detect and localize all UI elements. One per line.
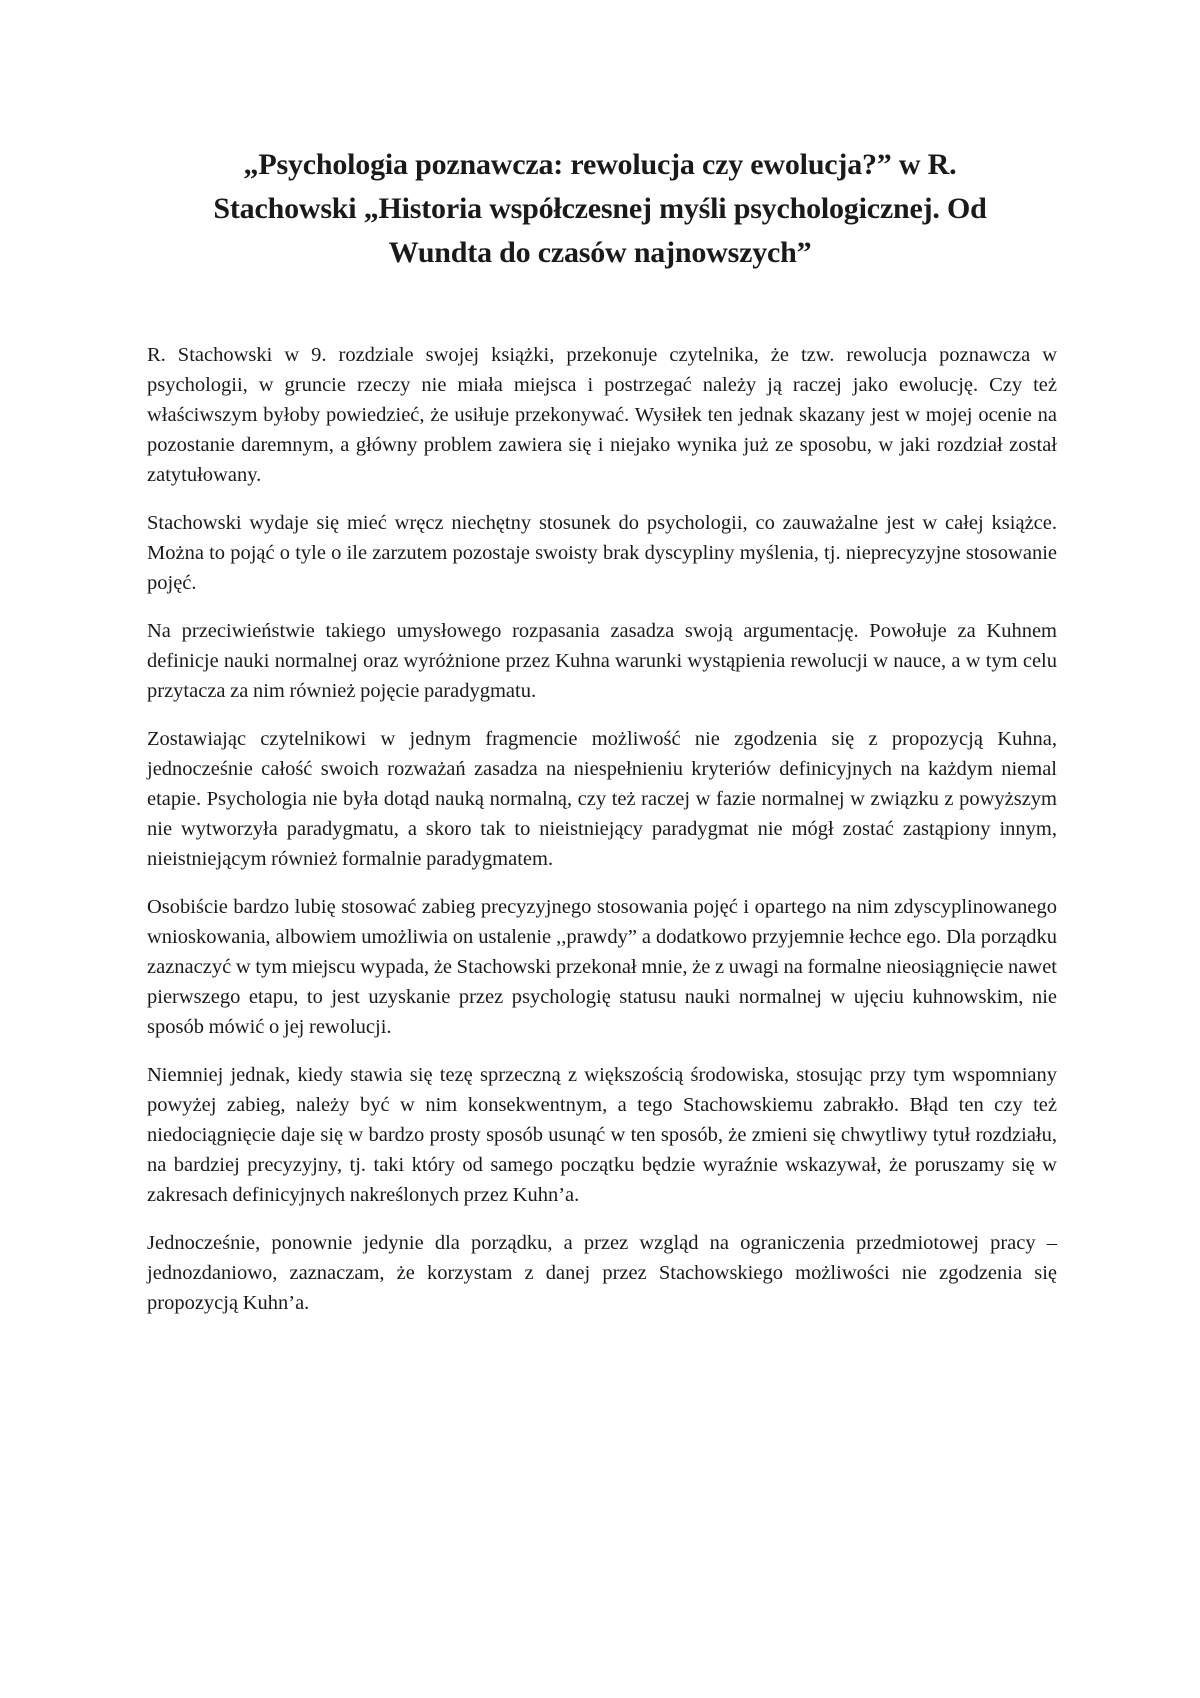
title-line-3: Wundta do czasów najnowszych” [388,236,812,269]
document-body [147,340,1057,1336]
paragraph-7: Jednocześnie, ponownie jedynie dla porządku, a przez wzgląd na ograniczenia przedmiotowej pracy – jednozdaniowo, zaznaczam, że korzystam z danej przez Stachowskiego możliwości nie zgodzenia się propozycją Kuhn’a. [147,1232,1057,1314]
title-line-1: „Psychologia poznawcza: rewolucja czy ewolucja?” w R. [243,148,957,181]
paragraph-2: Stachowski wydaje się mieć wręcz niechętny stosunek do psychologii, co zauważalne jest w całej książce. Można to pojąć o tyle o ile zarzutem pozostaje swoisty brak dyscypliny myślenia, tj. nieprecyzyjne stosowanie pojęć. [147,512,1057,594]
paragraph-1: R. Stachowski w 9. rozdziale swojej książki, przekonuje czytelnika, że tzw. rewolucja poznawcza w psychologii, w gruncie rzeczy nie miała miejsca i postrzegać należy ją raczej jako ewolucję. Czy też właściwszym byłoby powiedzieć, że usiłuje przekonywać. Wysiłek ten jednak skazany jest w mojej ocenie na pozostanie daremnym, a główny problem zawiera się i niejako wynika już ze sposobu, w jaki rozdział został zatytułowany. [147,344,1057,486]
paragraph-5: Osobiście bardzo lubię stosować zabieg precyzyjnego stosowania pojęć i opartego na nim zdyscyplinowanego wnioskowania, albowiem umożliwia on ustalenie ,,prawdy” a dodatkowo przyjemnie łechce ego. Dla porządku zaznaczyć w tym miejscu wypada, że Stachowski przekonał mnie, że z uwagi na formalne nieosiągnięcie nawet pierwszego etapu, to jest uzyskanie przez psychologię statusu nauki normalnej w ujęciu kuhnowskim, nie sposób mówić o jej rewolucji. [147,896,1057,1038]
paragraph-3: Na przeciwieństwie takiego umysłowego rozpasania zasadza swoją argumentację. Powołuje za Kuhnem definicje nauki normalnej oraz wyróżnione przez Kuhna warunki wystąpienia rewolucji w nauce, a w tym celu przytacza za nim również pojęcie paradygmatu. [147,620,1057,702]
title-line-2: Stachowski „Historia współczesnej myśli psychologicznej. Od [213,192,987,225]
paragraph-6: Niemniej jednak, kiedy stawia się tezę sprzeczną z większością środowiska, stosując przy tym wspomniany powyżej zabieg, należy być w nim konsekwentnym, a tego Stachowskiemu zabrakło. Błąd ten czy też niedociągnięcie daje się w bardzo prosty sposób usunąć w ten sposób, że zmieni się chwytliwy tytuł rozdziału, na bardziej precyzyjny, tj. taki który od samego początku będzie wyraźnie wskazywał, że poruszamy się w zakresach definicyjnych nakreślonych przez Kuhn’a. [147,1064,1057,1206]
paragraph-4: Zostawiając czytelnikowi w jednym fragmencie możliwość nie zgodzenia się z propozycją Kuhna, jednocześnie całość swoich rozważań zasadza na niespełnieniu kryteriów definicyjnych na każdym niemal etapie. Psychologia nie była dotąd nauką normalną, czy też raczej w fazie normalnej w związku z powyższym nie wytworzyła paradygmatu, a skoro tak to nieistniejący paradygmat nie mógł zostać zastąpiony innym, nieistniejącym również formalnie paradygmatem. [147,728,1057,870]
document-title [150,143,1050,275]
